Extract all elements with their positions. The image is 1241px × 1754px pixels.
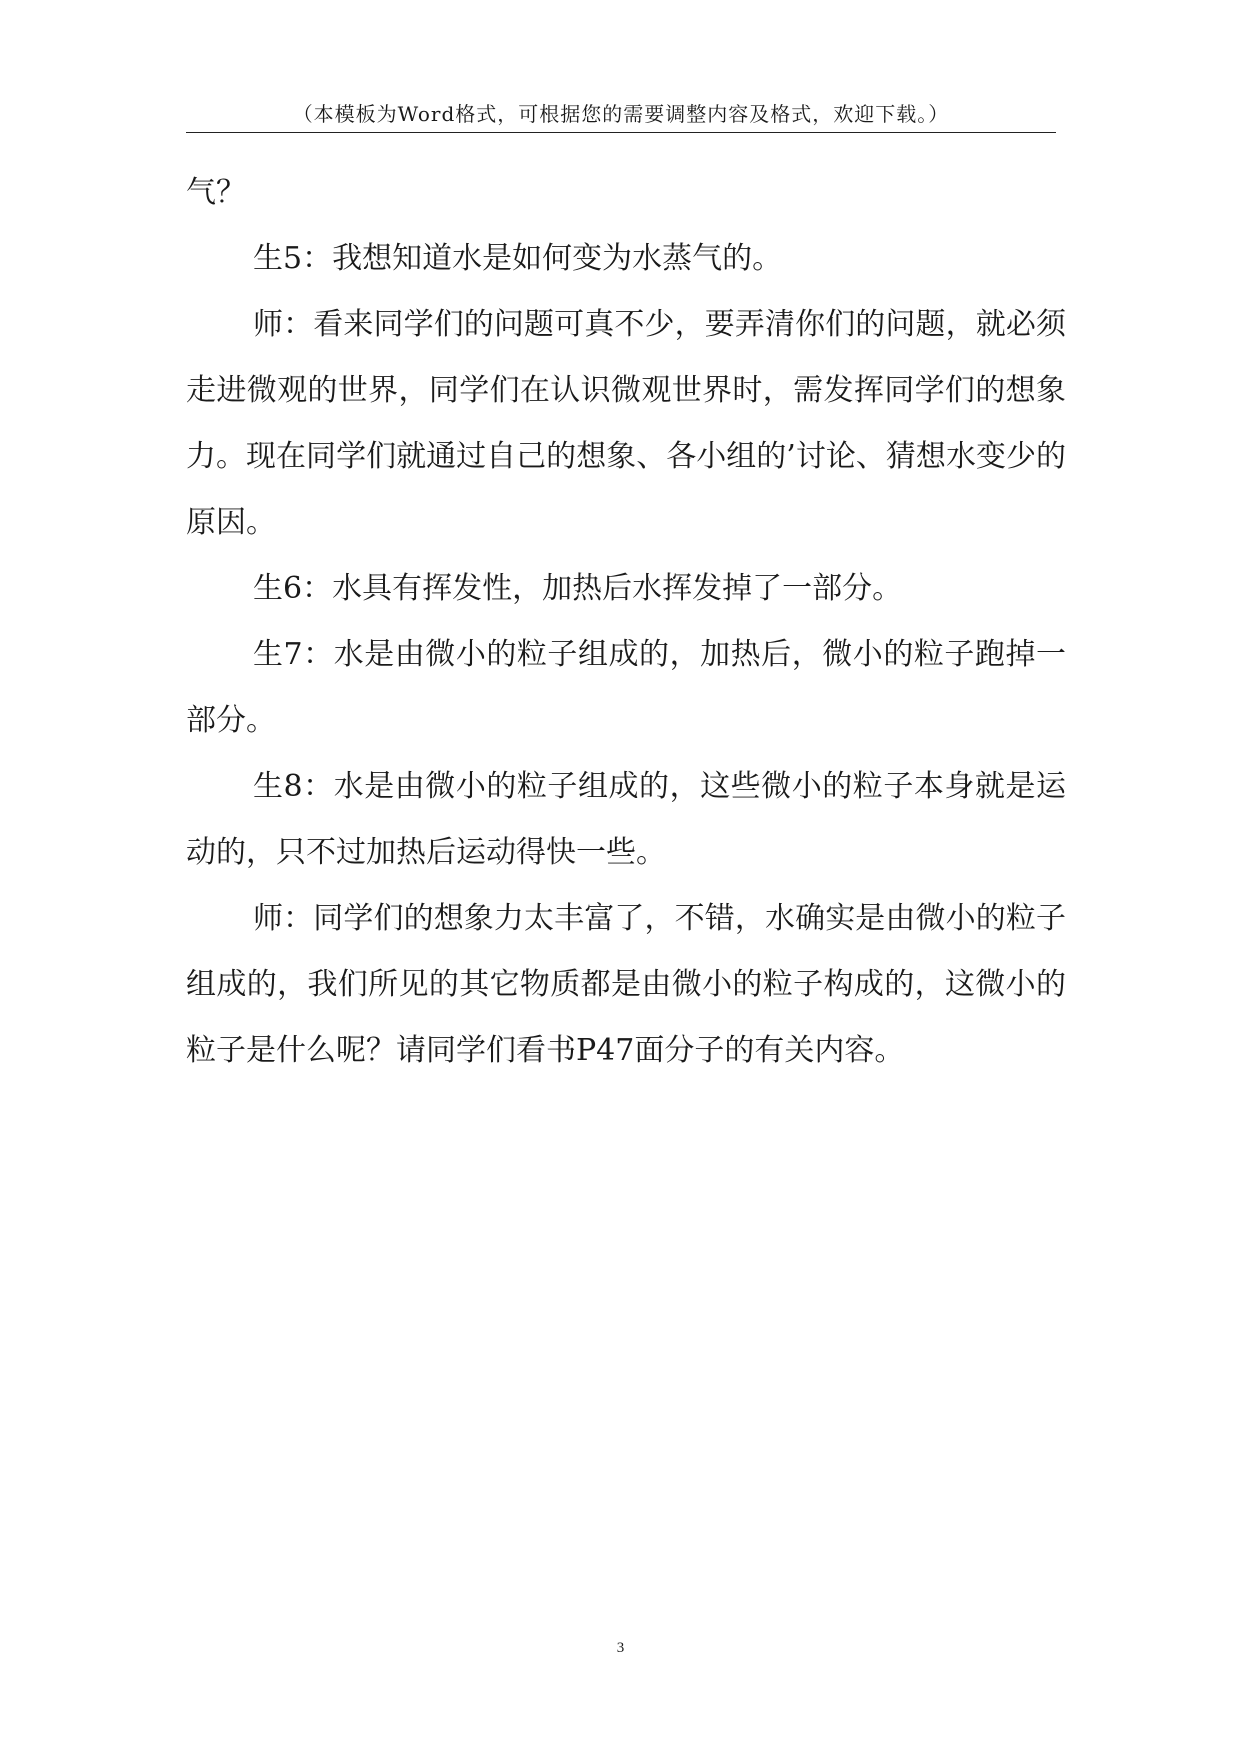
paragraph-3: 师：看来同学们的问题可真不少，要弄清你们的问题，就必须走进微观的世界，同学们在认识微观世界时，需发挥同学们的想象力。现在同学们就通过自己的想象、各小组的’讨论、猜想水变少的原因。 [186,307,1066,540]
document-body [186,160,1066,1084]
paragraph-1: 气？ [186,175,246,210]
paragraph-2: 生5：我想知道水是如何变为水蒸气的。 [253,241,783,276]
page-header-note: （本模板为Word格式，可根据您的需要调整内容及格式，欢迎下载。） [186,96,1056,133]
page-number: 3 [616,1640,625,1656]
paragraph-6: 生8：水是由微小的粒子组成的，这些微小的粒子本身就是运动的，只不过加热后运动得快一些。 [186,769,1066,870]
paragraph-7: 师：同学们的想象力太丰富了，不错，水确实是由微小的粒子组成的，我们所见的其它物质都是由微小的粒子构成的，这微小的粒子是什么呢？请同学们看书P47面分子的有关内容。 [186,901,1066,1068]
paragraph-5: 生7：水是由微小的粒子组成的，加热后，微小的粒子跑掉一部分。 [186,637,1066,738]
paragraph-4: 生6：水具有挥发性，加热后水挥发掉了一部分。 [253,571,903,606]
